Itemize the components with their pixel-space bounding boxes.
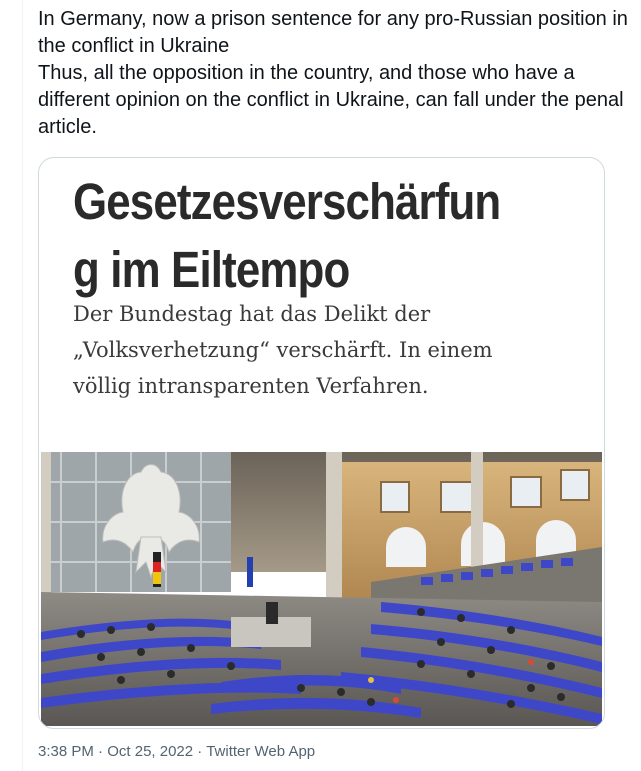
- tweet-text: [38, 6, 628, 141]
- tweet-client-link[interactable]: Twitter Web App: [206, 743, 316, 760]
- tweet-time-link[interactable]: 3:38 PM: [38, 743, 94, 760]
- tweet-text-line-1: In Germany, now a prison sentence for any pro-Russian position in the conflict in Ukraine: [38, 8, 628, 57]
- separator-dot: ·: [93, 743, 108, 760]
- media-card[interactable]: [38, 157, 605, 729]
- thread-divider: [22, 0, 23, 771]
- tweet-text-line-2: Thus, all the opposition in the country, and those who have a different opinion on the conflict in Ukraine, can fall under the penal article.: [38, 62, 624, 138]
- tweet-timestamp: [38, 743, 315, 760]
- article-subheadline: Der Bundestag hat das Delikt der „Volksverhetzung“ verschärft. In einem völlig intransparenten Verfahren.: [73, 302, 493, 398]
- article-headline: Gesetzesverschärfun g im Eiltempo: [73, 173, 501, 298]
- tweet-date-link[interactable]: Oct 25, 2022: [107, 743, 194, 760]
- bundestag-photo[interactable]: [41, 452, 602, 726]
- separator-dot: ·: [193, 743, 207, 760]
- bundestag-photo-image: [41, 452, 602, 726]
